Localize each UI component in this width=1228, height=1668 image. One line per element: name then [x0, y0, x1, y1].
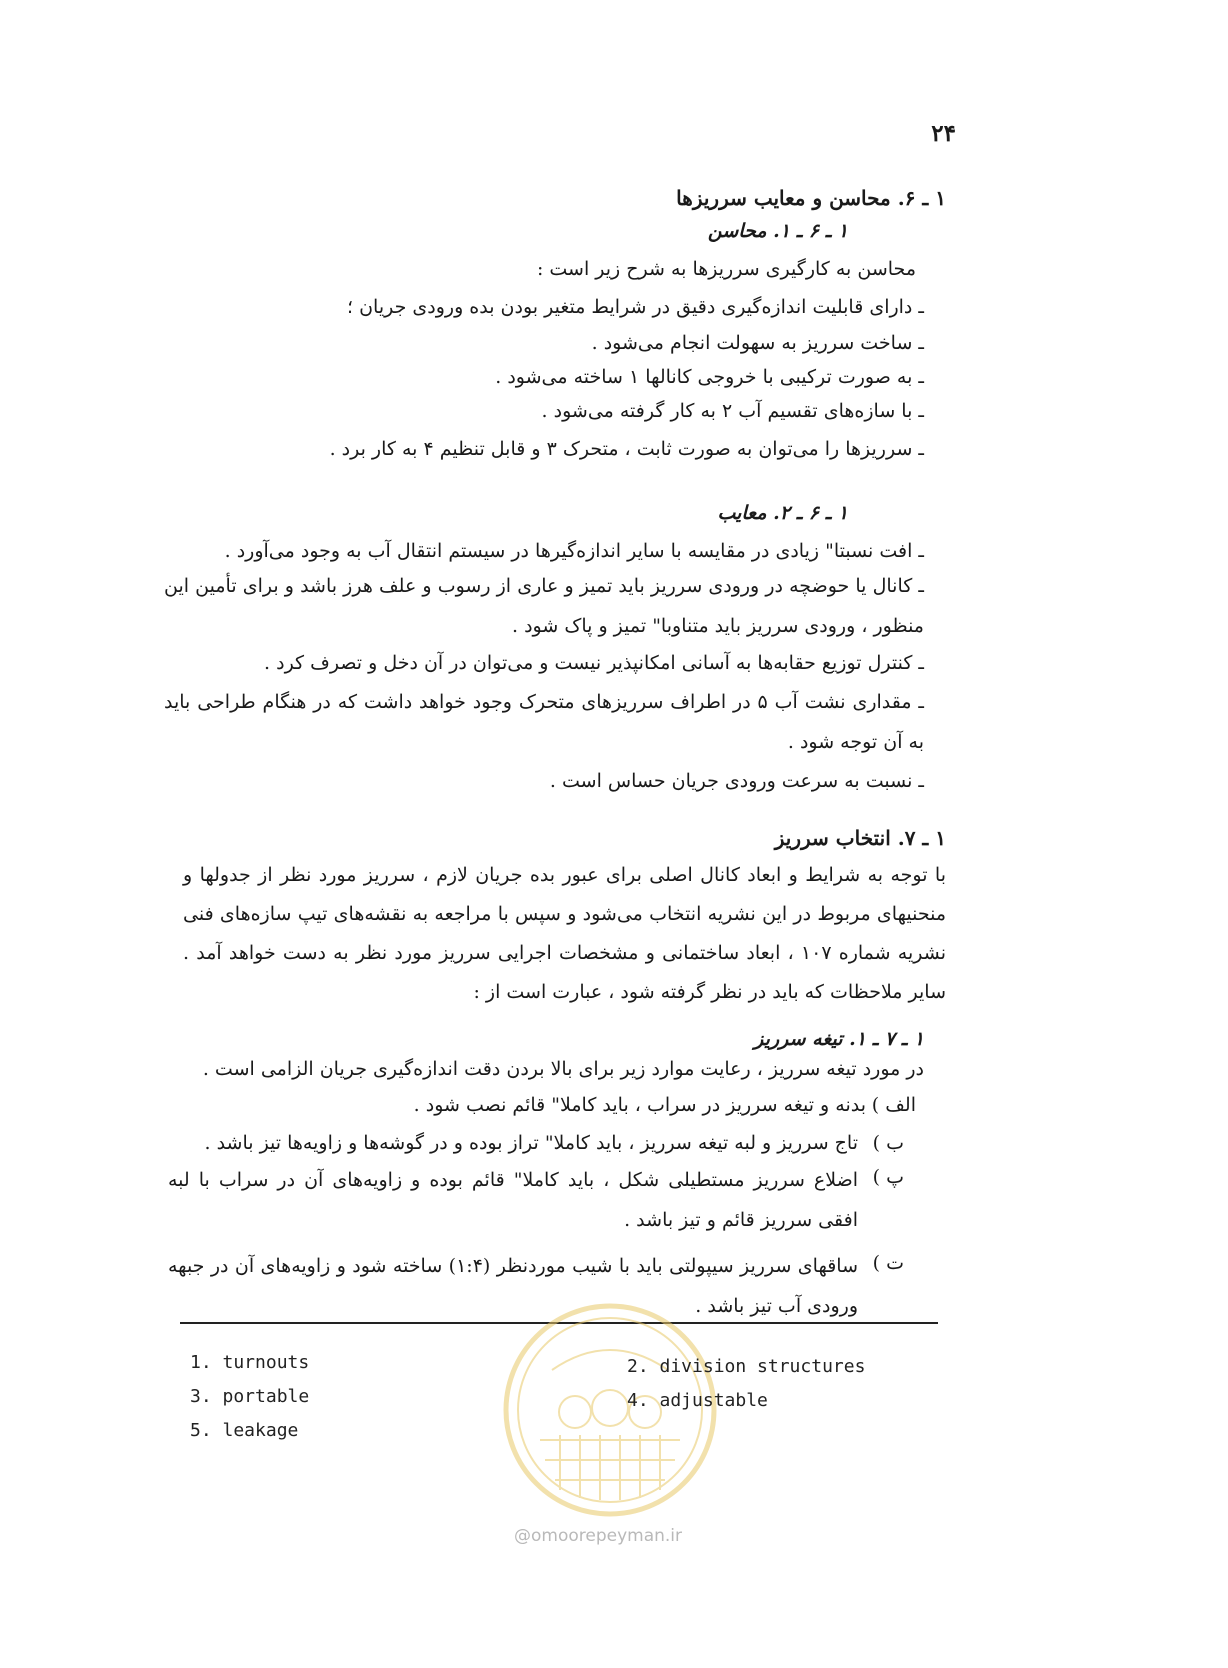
- section-16-2-title: ۱ ـ ۶ ـ ۲. معایب: [717, 502, 848, 524]
- footnote: 2. division structures: [627, 1356, 866, 1377]
- section-16-title: ۱ ـ ۶. محاسن و معایب سرریزها: [676, 186, 946, 210]
- advantage-item: ـ سرریزها را می‌توان به صورت ثابت ، متحرک ۳ و قابل تنظیم ۴ به کار برد .: [329, 438, 924, 460]
- advantage-item: ـ با سازه‌های تقسیم آب ۲ به کار گرفته می‌شود .: [541, 400, 924, 422]
- footnote: 1. turnouts: [190, 1352, 310, 1373]
- footnote: 4. adjustable: [627, 1390, 768, 1411]
- section-17-1-intro: در مورد تیغه سرریز ، رعایت موارد زیر برای بالا بردن دقت اندازه‌گیری جریان الزامی است .: [202, 1058, 924, 1080]
- disadvantage-item: ـ افت نسبتا" زیادی در مقایسه با سایر اندازه‌گیرها در سیستم انتقال آب به وجود می‌آورد .: [224, 540, 924, 562]
- advantage-item: ـ دارای قابلیت اندازه‌گیری دقیق در شرایط متغیر بودن بده ورودی جریان ؛: [347, 296, 924, 318]
- watermark-url: @omoorepeyman.ir: [514, 1526, 683, 1546]
- watermark-seal: [500, 1300, 720, 1524]
- item-text: اضلاع سرریز مستطیلی شکل ، باید کاملا" قائم بوده و زاویه‌های آن در سراب با لبه افقی سرریز قائم و تیز باشد .: [168, 1169, 858, 1231]
- section-17-title: ۱ ـ ۷. انتخاب سرریز: [774, 826, 946, 850]
- footnote: 5. leakage: [190, 1420, 299, 1441]
- item-label: ب ): [872, 1132, 904, 1154]
- advantage-item: ـ ساخت سرریز به سهولت انجام می‌شود .: [591, 332, 924, 354]
- item-label: ت ): [872, 1252, 904, 1274]
- item-text: تاج سرریز و لبه تیغه سرریز ، باید کاملا" تراز بوده و در گوشه‌ها و زاویه‌ها تیز باشد .: [204, 1132, 858, 1154]
- page-number: ۲۴: [931, 120, 956, 147]
- item-label: الف ): [871, 1094, 916, 1116]
- disadvantage-item: ـ مقداری نشت آب ۵ در اطراف سرریزهای متحرک وجود خواهد داشت که در هنگام طراحی باید به آن توجه شود .: [164, 691, 924, 753]
- item-label: پ ): [872, 1166, 904, 1188]
- section-16-1-title: ۱ ـ ۶ ـ ۱. محاسن: [707, 220, 848, 242]
- disadvantage-item: ـ کنترل توزیع حقابه‌ها به آسانی امکانپذیر نیست و می‌توان در آن دخل و تصرف کرد .: [264, 652, 924, 674]
- disadvantage-item: ـ کانال یا حوضچه در ورودی سرریز باید تمیز و عاری از رسوب و علف هرز باشد و برای تأمین این منظور ، ورودی سرریز باید متناوبا" تمیز و پاک شود .: [164, 575, 924, 637]
- disadvantage-item: ـ نسبت به سرعت ورودی جریان حساس است .: [549, 770, 924, 792]
- footnote: 3. portable: [190, 1386, 310, 1407]
- section-17-body: با توجه به شرایط و ابعاد کانال اصلی برای عبور بده جریان لازم ، سرریز مورد نظر از جدولها و منحنیهای مربوط در این نشریه انتخاب می‌شود و سپس با مراجعه به نقشه‌های تیپ سازه‌های فنی نشریه شماره ۱۰۷ ، ابعاد ساختمانی و مشخصات اجرایی سرریز مورد نظر به دست خواهد آمد . سایر ملاحظات که باید در نظر گرفته شود ، عبارت است از :: [183, 864, 946, 1003]
- section-16-1-intro: محاسن به کارگیری سرریزها به شرح زیر است :: [536, 258, 916, 280]
- section-17-1-title: ۱ ـ ۷ ـ ۱. تیغه سرریز: [754, 1028, 924, 1050]
- item-text: ساقهای سرریز سیپولتی باید با شیب موردنظر (۱:۴) ساخته شود و زاویه‌های آن در جبهه ورودی آب تیز باشد .: [168, 1255, 858, 1317]
- advantage-item: ـ به صورت ترکیبی با خروجی کانالها ۱ ساخته می‌شود .: [495, 366, 924, 388]
- item-text: بدنه و تیغه سرریز در سراب ، باید کاملا" قائم نصب شود .: [413, 1094, 866, 1116]
